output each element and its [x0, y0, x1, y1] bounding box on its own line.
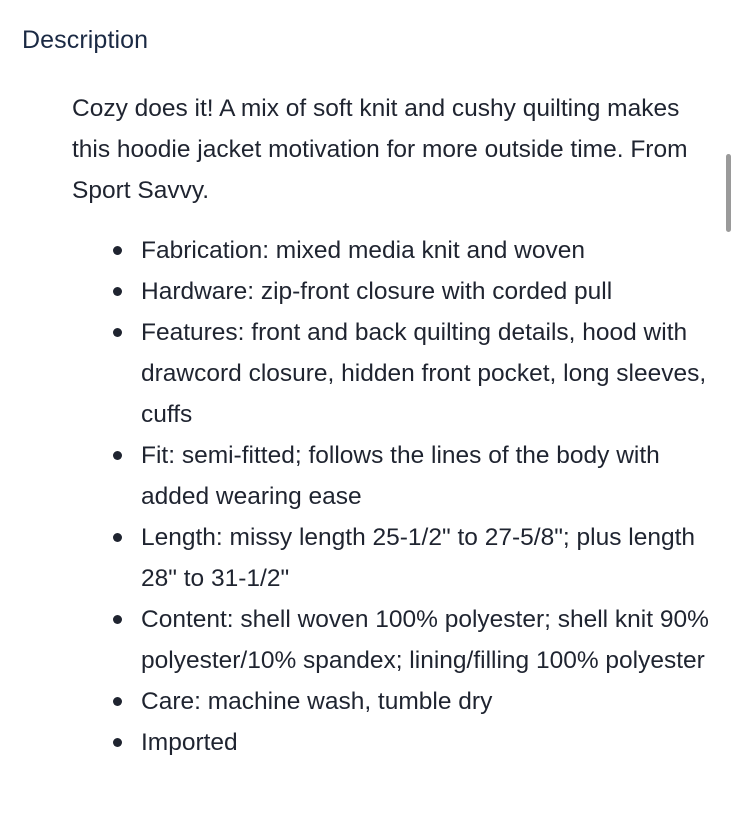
section-title: Description: [22, 26, 149, 54]
bullet-dot-icon: [113, 615, 122, 624]
list-item-text: Hardware: zip-front closure with corded pull: [141, 278, 613, 305]
bullet-dot-icon: [113, 451, 122, 460]
list-item: [72, 435, 722, 517]
bullet-dot-icon: [113, 287, 122, 296]
list-item-text: Imported: [141, 729, 238, 756]
list-item-text: Content: shell woven 100% polyester; shell knit 90% polyester/10% spandex; lining/filling 100% polyester: [141, 606, 709, 674]
list-item: [72, 599, 722, 681]
bullet-dot-icon: [113, 328, 122, 337]
list-item: [72, 681, 722, 722]
bullet-dot-icon: [113, 246, 122, 255]
list-item-text: Fit: semi-fitted; follows the lines of the body with added wearing ease: [141, 442, 660, 510]
bullet-dot-icon: [113, 697, 122, 706]
list-item-text: Features: front and back quilting details, hood with drawcord closure, hidden front pocket, long sleeves, cuffs: [141, 319, 707, 428]
list-item-text: Length: missy length 25-1/2" to 27-5/8"; plus length 28" to 31-1/2": [141, 524, 696, 592]
feature-list: [72, 230, 722, 763]
list-item: [72, 271, 722, 312]
list-item-text: Fabrication: mixed media knit and woven: [141, 237, 585, 264]
vertical-scrollbar[interactable]: [726, 154, 731, 232]
description-text: Cozy does it! A mix of soft knit and cushy quilting makes this hoodie jacket motivation for more outside time. From Sport Savvy.: [72, 95, 688, 204]
list-item: [72, 722, 722, 763]
bullet-dot-icon: [113, 738, 122, 747]
list-item: [72, 312, 722, 435]
bullet-dot-icon: [113, 533, 122, 542]
list-item: [72, 230, 722, 271]
list-item-text: Care: machine wash, tumble dry: [141, 688, 493, 715]
list-item: [72, 517, 722, 599]
